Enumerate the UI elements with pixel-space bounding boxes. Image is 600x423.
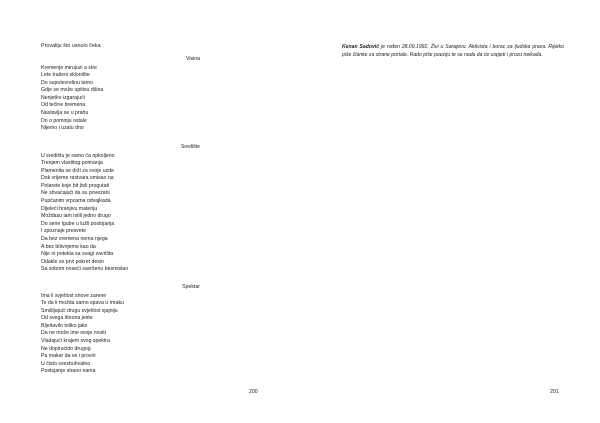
verse-line: Moždasu iam istili jedno drugo xyxy=(41,213,111,220)
verse-line: Dok vrijeme rastvara smisao na xyxy=(41,175,114,182)
section-visina xyxy=(41,56,261,133)
verse-line: Sa sobom noseći savršenu besmislao xyxy=(41,266,129,273)
verse-line: I spoznaje presvete xyxy=(41,228,86,235)
verse-line: Gdje se može upitisu dšina xyxy=(41,87,104,94)
verse-line: Do suputevrelinu tamo xyxy=(41,79,93,86)
verse-line: Bljeitavilo toliko jako xyxy=(41,322,88,329)
verse-line: Pupčanim vrpcama odvajkada xyxy=(41,198,111,205)
verse-line: Do o pominju ostale xyxy=(41,117,87,124)
verse-line: Postojanje strano nama xyxy=(41,368,96,375)
verse-line: Vladajući krajem svog spektra xyxy=(41,338,110,345)
section-heading: Visina xyxy=(185,56,200,62)
verse-line: Odakle se prvi pokret desio xyxy=(41,258,104,265)
verse-line: Plamenita se drži za svoje uzde xyxy=(41,167,114,174)
verse-line: Ne shvaćajući da su povezani xyxy=(41,190,110,197)
section-heading: Spektar xyxy=(182,284,200,290)
page-number: 201 xyxy=(550,389,559,395)
verse-line: U čisto svesbuhvatno xyxy=(41,360,91,367)
verse-line: Do sene lgube u lužli postojanja xyxy=(41,220,115,227)
verse-line: Da bez vremena nema njega xyxy=(41,236,108,243)
verse-line: Polarete koje bit želi progutati xyxy=(41,182,110,189)
verse-line: Lete traženi sklonište xyxy=(41,72,90,79)
section-srediste xyxy=(41,144,261,274)
verse-line: Ima li svjetlost snove zarene xyxy=(41,292,107,299)
poem-title: Provaliju što usnulo čeka xyxy=(41,43,101,49)
verse-line: Ne dopirućido drugog xyxy=(41,345,91,352)
author-bio-text: je rođen 28.09.1992. Živi u Sarajevu. Aktivista i borac za ljudska prava. Rijetko piše članke za strane portale. Rado piše poeziju te se nada da će uspjeti i prozu neikada. xyxy=(342,44,564,59)
section-spektar xyxy=(41,284,261,376)
verse-line: Trenjem vlastitog poimanja xyxy=(41,160,103,167)
verse-line: Od svega štoona jeste xyxy=(41,315,93,322)
verse-line: Nastavlja se u prahu xyxy=(41,110,89,117)
verse-line: U središtu je samo ča opkoljeno xyxy=(41,152,115,159)
verse-line: Od tečine bremena xyxy=(41,102,86,109)
verse-line: Nenjetko izgarajući xyxy=(41,94,85,101)
verse-line: Da ne može ime svoje nositi xyxy=(41,330,106,337)
author-bio xyxy=(342,43,564,59)
verse-line: Dijeleći hranjivu materiju xyxy=(41,205,98,212)
verse-line: A bez bitivrijeme kao da xyxy=(41,243,96,250)
right-page xyxy=(300,0,600,423)
section-heading: Središte xyxy=(180,144,200,150)
verse-line: Pa makar da se i proviri xyxy=(41,353,96,360)
verse-line: Smišljajući drugu svjetlost sjajniju xyxy=(41,307,118,314)
page-number: 200 xyxy=(249,389,258,395)
verse-line: Kremenje mirujuzi a stre xyxy=(41,64,97,71)
author-name: Kenan Sadović xyxy=(342,44,380,50)
verse-line: Te da li možda samo spava u mraku xyxy=(41,300,125,307)
verse-line: Nijemo i uzalu dno xyxy=(41,125,84,132)
verse-line: Nije ni potekla sa svagi zavrilita xyxy=(41,251,114,258)
